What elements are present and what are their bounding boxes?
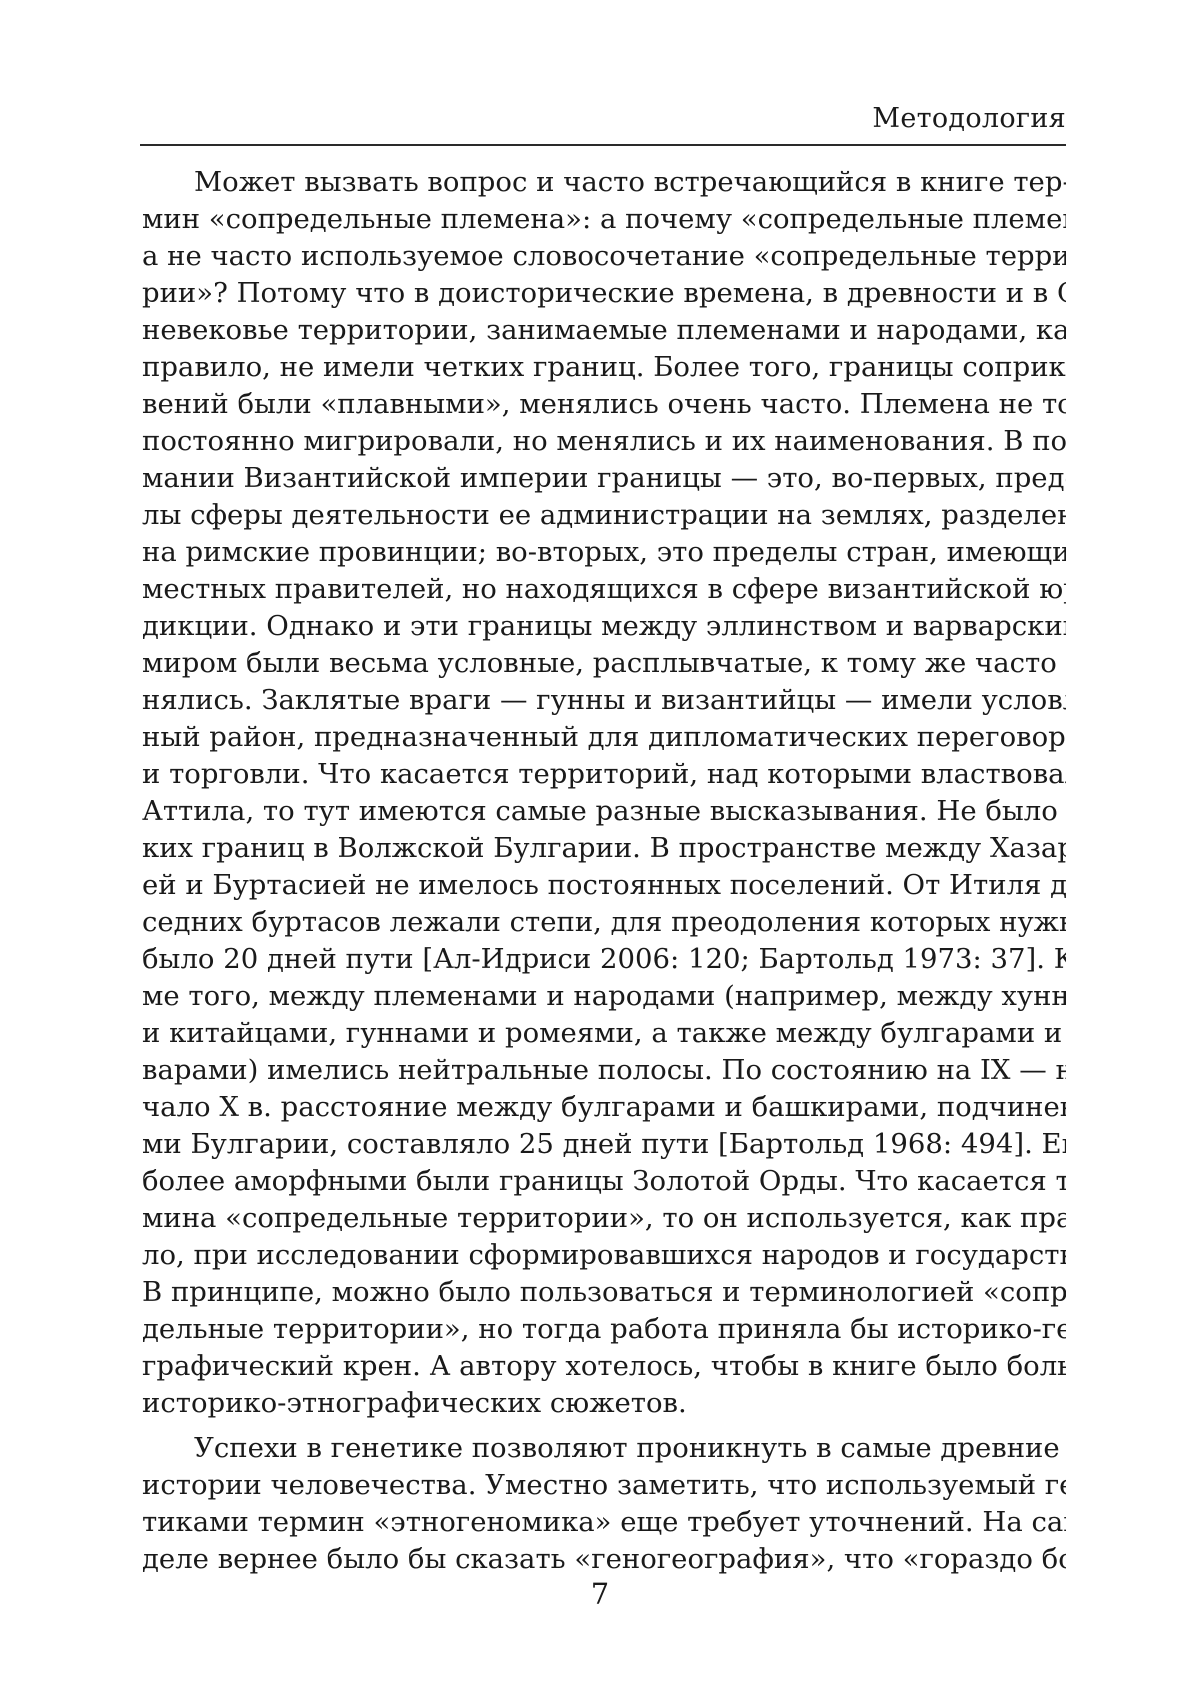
text-line: В принципе, можно было пользоваться и терминологией «сопре- [142,1274,1066,1311]
text-line: деле вернее было бы сказать «геногеография», что «гораздо более [142,1541,1066,1578]
running-head [140,104,1066,146]
text-line: истории человечества. Уместно заметить, что используемый гене- [142,1467,1066,1504]
running-head-title: Методология [872,104,1066,134]
text-line: а не часто используемое словосочетание «сопредельные террито- [142,238,1066,275]
text-line: местных правителей, но находящихся в сфере византийской юрис- [142,571,1066,608]
paragraph-2 [142,1430,1066,1578]
text-line: правило, не имели четких границ. Более того, границы соприкосно- [142,349,1066,386]
text-line: чало X в. расстояние между булгарами и башкирами, подчиненны- [142,1089,1066,1126]
text-line: седних буртасов лежали степи, для преодоления которых нужно [142,904,1066,941]
text-line: варами) имелись нейтральные полосы. По состоянию на IX — на- [142,1052,1066,1089]
text-line: и китайцами, гуннами и ромеями, а также между булгарами и су- [142,1015,1066,1052]
text-line: было 20 дней пути [Ал-Идриси 2006: 120; Бартольд 1973: 37]. Кро- [142,941,1066,978]
text-line: на римские провинции; во-вторых, это пределы стран, имеющих [142,534,1066,571]
main-text [142,164,1066,1578]
paragraph-gap [142,1422,1066,1430]
text-line: историко-этнографических сюжетов. [142,1385,1066,1422]
text-line: рии»? Потому что в доисторические времена, в древности и в Сред- [142,275,1066,312]
page-number: 7 [0,1578,1200,1610]
text-line: Может вызвать вопрос и часто встречающийся в книге тер- [142,164,1066,201]
text-line: вений были «плавными», менялись очень часто. Племена не только [142,386,1066,423]
text-line: тиками термин «этногеномика» еще требует уточнений. На самом [142,1504,1066,1541]
text-line: нялись. Заклятые враги — гунны и византийцы — имели условлен- [142,682,1066,719]
text-line: постоянно мигрировали, но менялись и их наименования. В пони- [142,423,1066,460]
text-line: Аттила, то тут имеются самые разные высказывания. Не было чет- [142,793,1066,830]
text-line: ми Булгарии, составляло 25 дней пути [Бартольд 1968: 494]. Еще [142,1126,1066,1163]
text-line: дельные территории», но тогда работа приняла бы историко-гео- [142,1311,1066,1348]
text-line: ме того, между племенами и народами (например, между хуннами [142,978,1066,1015]
text-line: миром были весьма условные, расплывчатые, к тому же часто ме- [142,645,1066,682]
text-line: мина «сопредельные территории», то он используется, как прави- [142,1200,1066,1237]
paragraph-1 [142,164,1066,1422]
text-line: ких границ в Волжской Булгарии. В пространстве между Хазари- [142,830,1066,867]
text-line: графический крен. А автору хотелось, чтобы в книге было больше [142,1348,1066,1385]
text-line: мин «сопредельные племена»: а почему «сопредельные племена», [142,201,1066,238]
text-line: ей и Буртасией не имелось постоянных поселений. От Итиля до со- [142,867,1066,904]
text-line: лы сферы деятельности ее администрации на землях, разделенных [142,497,1066,534]
text-line: мании Византийской империи границы — это, во-первых, преде- [142,460,1066,497]
text-line: дикции. Однако и эти границы между эллинством и варварским [142,608,1066,645]
text-line: ный район, предназначенный для дипломатических переговоров [142,719,1066,756]
text-line: невековье территории, занимаемые племенами и народами, как [142,312,1066,349]
text-line: и торговли. Что касается территорий, над которыми властвовал [142,756,1066,793]
text-line: ло, при исследовании сформировавшихся народов и государств. [142,1237,1066,1274]
text-line: более аморфными были границы Золотой Орды. Что касается тер- [142,1163,1066,1200]
text-line: Успехи в генетике позволяют проникнуть в самые древние слои [142,1430,1066,1467]
